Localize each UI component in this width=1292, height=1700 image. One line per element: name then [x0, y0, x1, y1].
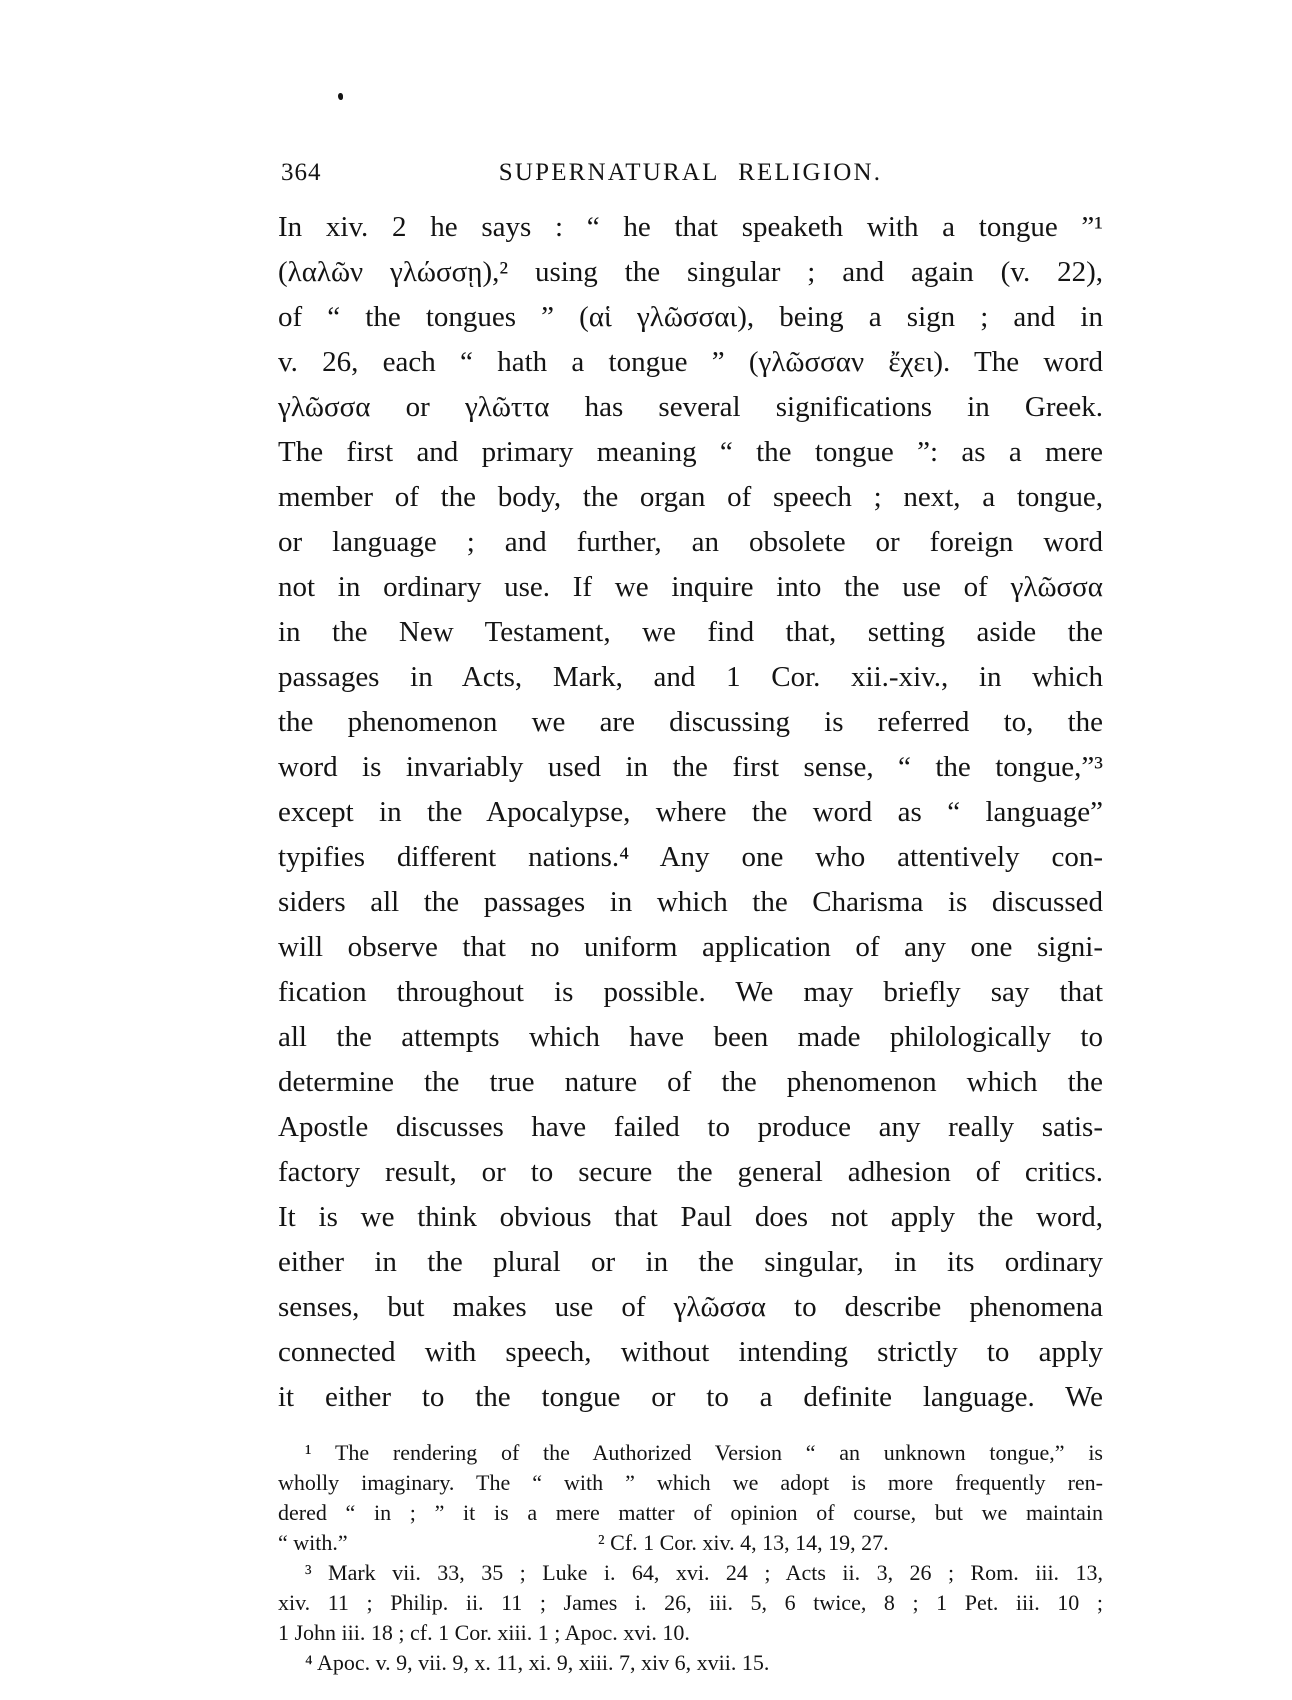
body-line: (λαλῶν γλώσσῃ),² using the singular ; and again (v. 22), — [278, 256, 1103, 288]
footnote-line — [278, 1648, 1103, 1678]
body-line: In xiv. 2 he says : “ he that speaketh with a tongue ”¹ — [278, 211, 1103, 243]
body-line: of “ the tongues ” (αἱ γλῶσσαι), being a sign ; and in — [278, 301, 1103, 333]
body-line: or language ; and further, an obsolete or foreign word — [278, 526, 1103, 558]
body-line: the phenomenon we are discussing is referred to, the — [278, 706, 1103, 738]
body-line: siders all the passages in which the Charisma is discussed — [278, 886, 1103, 918]
footnote-text: ⁴ Apoc. v. 9, vii. 9, x. 11, xi. 9, xiii. 7, xiv 6, xvii. 15. — [305, 1650, 770, 1675]
footnote-line — [278, 1528, 1103, 1558]
body-line: in the New Testament, we find that, setting aside the — [278, 616, 1103, 648]
body-line: not in ordinary use. If we inquire into the use of γλῶσσα — [278, 571, 1103, 603]
body-line: all the attempts which have been made philologically to — [278, 1021, 1103, 1053]
footnote-line — [278, 1618, 1103, 1648]
footnote-line — [278, 1558, 1103, 1588]
body-line: either in the plural or in the singular, in its ordinary — [278, 1246, 1103, 1278]
footnote-text: xiv. 11 ; Philip. ii. 11 ; James i. 26, iii. 5, 6 twice, 8 ; 1 Pet. iii. 10 ; — [278, 1590, 1103, 1615]
body-line: factory result, or to secure the general adhesion of critics. — [278, 1156, 1103, 1188]
body-line: It is we think obvious that Paul does not apply the word, — [278, 1201, 1103, 1233]
ink-speck — [338, 93, 343, 100]
footnote-text: “ with.” — [278, 1530, 348, 1555]
body-line: The first and primary meaning “ the tongue ”: as a mere — [278, 436, 1103, 468]
body-line: connected with speech, without intending strictly to apply — [278, 1336, 1103, 1368]
body-line: determine the true nature of the phenomenon which the — [278, 1066, 1103, 1098]
body-line: senses, but makes use of γλῶσσα to describe phenomena — [278, 1291, 1103, 1323]
body-line: Apostle discusses have failed to produce any really satis- — [278, 1111, 1103, 1143]
body-line: passages in Acts, Mark, and 1 Cor. xii.-xiv., in which — [278, 661, 1103, 693]
footnote-line — [278, 1468, 1103, 1498]
body-line: γλῶσσα or γλῶττα has several significations in Greek. — [278, 391, 1103, 423]
footnote-line — [278, 1438, 1103, 1468]
body-line: will observe that no uniform application of any one signi- — [278, 931, 1103, 963]
footnote-line — [278, 1498, 1103, 1528]
body-line: except in the Apocalypse, where the word as “ language” — [278, 796, 1103, 828]
body-line: typifies different nations.⁴ Any one who attentively con- — [278, 841, 1103, 873]
footnote-text: 1 John iii. 18 ; cf. 1 Cor. xiii. 1 ; Apoc. xvi. 10. — [278, 1620, 690, 1645]
footnote-text: wholly imaginary. The “ with ” which we adopt is more frequently ren- — [278, 1470, 1103, 1495]
body-line: it either to the tongue or to a definite language. We — [278, 1381, 1103, 1413]
body-line: v. 26, each “ hath a tongue ” (γλῶσσαν ἔχει). The word — [278, 346, 1103, 378]
footnotes-block — [278, 1438, 1103, 1678]
body-line: member of the body, the organ of speech ; next, a tongue, — [278, 481, 1103, 513]
running-title: SUPERNATURAL RELIGION. — [498, 159, 883, 186]
footnote-text: ¹ The rendering of the Authorized Version “ an unknown tongue,” is — [305, 1440, 1103, 1465]
body-line: fication throughout is possible. We may briefly say that — [278, 976, 1103, 1008]
body-text — [278, 205, 1103, 1420]
footnote-text: ³ Mark vii. 33, 35 ; Luke i. 64, xvi. 24 ; Acts ii. 3, 26 ; Rom. iii. 13, — [305, 1560, 1103, 1585]
body-line: word is invariably used in the first sense, “ the tongue,”³ — [278, 751, 1103, 783]
page-header — [278, 156, 1103, 190]
footnote-text-right: ² Cf. 1 Cor. xiv. 4, 13, 14, 19, 27. — [598, 1530, 889, 1555]
footnote-line — [278, 1588, 1103, 1618]
footnote-text: dered “ in ; ” it is a mere matter of opinion of course, but we maintain — [278, 1500, 1103, 1525]
page-number: 364 — [281, 159, 322, 186]
